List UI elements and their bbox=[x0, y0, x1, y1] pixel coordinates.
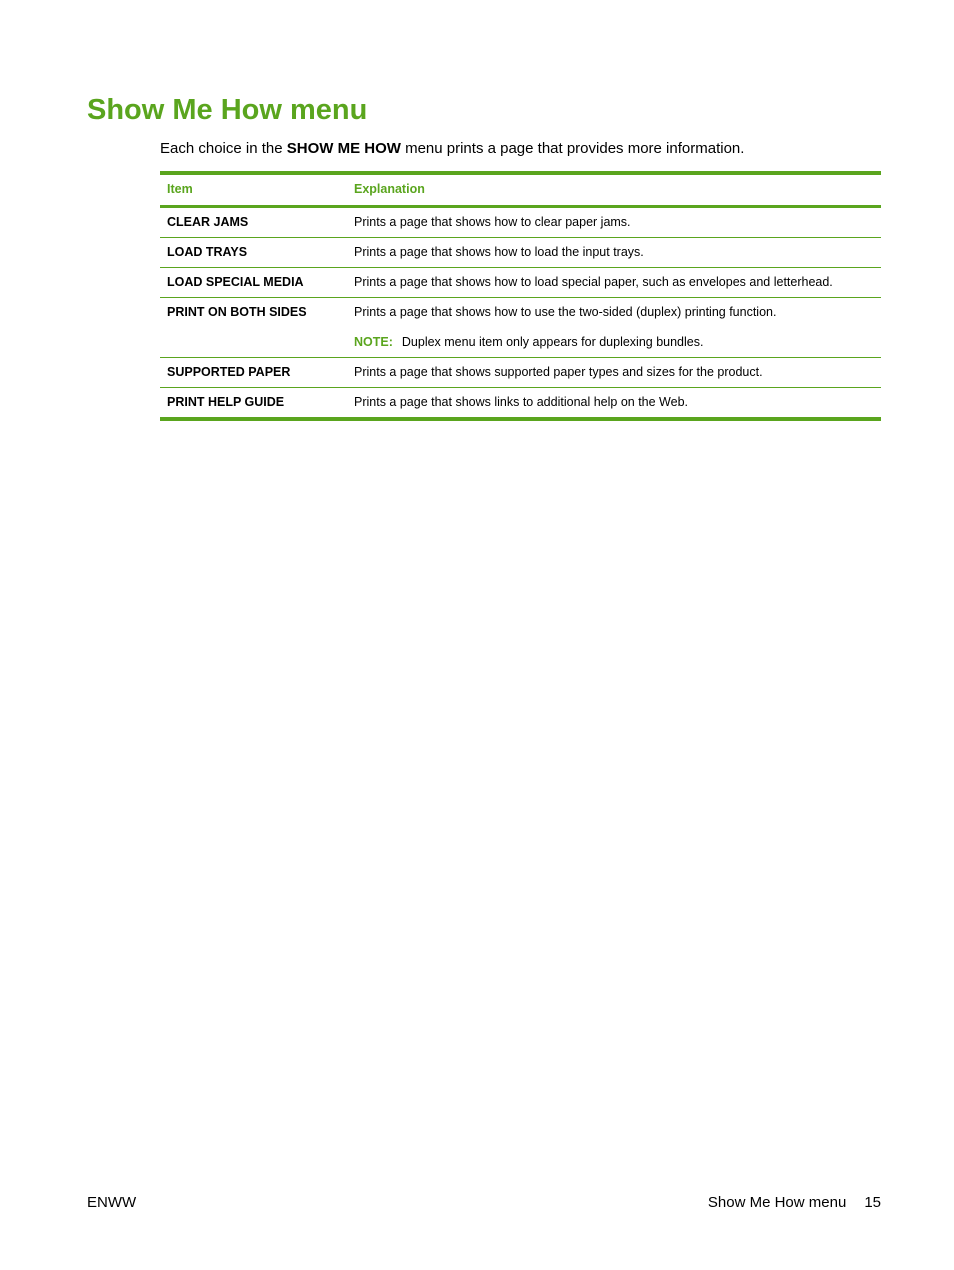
note bbox=[354, 335, 875, 350]
page-number: 15 bbox=[864, 1194, 881, 1211]
menu-item-explanation: Prints a page that shows how to load special paper, such as envelopes and letterhead. bbox=[354, 275, 833, 289]
note-text: Duplex menu item only appears for duplexing bundles. bbox=[401, 335, 704, 349]
column-header-item: Item bbox=[167, 182, 193, 196]
menu-item-explanation: Prints a page that shows links to additional help on the Web. bbox=[354, 395, 689, 409]
intro-paragraph bbox=[160, 139, 744, 159]
intro-text-after: menu prints a page that provides more information. bbox=[400, 140, 745, 157]
table-row bbox=[160, 268, 881, 298]
menu-item-name: LOAD SPECIAL MEDIA bbox=[167, 275, 304, 289]
menu-item-explanation: Prints a page that shows supported paper types and sizes for the product. bbox=[354, 365, 763, 379]
menu-item-name: SUPPORTED PAPER bbox=[167, 365, 291, 379]
menu-item-explanation: Prints a page that shows how to load the input trays. bbox=[354, 245, 644, 259]
column-header-explanation: Explanation bbox=[354, 182, 425, 196]
footer-section-title: Show Me How menu bbox=[707, 1194, 847, 1211]
menu-item-name: CLEAR JAMS bbox=[167, 215, 249, 229]
menu-item-name: LOAD TRAYS bbox=[167, 245, 248, 259]
footer-doc-code: ENWW bbox=[87, 1194, 137, 1211]
table-row bbox=[160, 298, 881, 358]
page-title: Show Me How menu bbox=[87, 94, 368, 126]
menu-item-explanation: Prints a page that shows how to clear paper jams. bbox=[354, 215, 631, 229]
table-row bbox=[160, 238, 881, 268]
menu-item-explanation-cell bbox=[347, 298, 881, 358]
table-row bbox=[160, 358, 881, 388]
table-header-row bbox=[160, 173, 881, 207]
table-row bbox=[160, 207, 881, 238]
menu-item-name: PRINT ON BOTH SIDES bbox=[167, 305, 307, 319]
menu-item-explanation: Prints a page that shows how to use the two-sided (duplex) printing function. bbox=[354, 305, 777, 319]
show-me-how-table bbox=[160, 171, 881, 421]
menu-item-name: PRINT HELP GUIDE bbox=[167, 395, 285, 409]
note-label: NOTE: bbox=[354, 335, 393, 349]
table-row bbox=[160, 388, 881, 420]
intro-menu-name: SHOW ME HOW bbox=[286, 140, 401, 157]
footer-section bbox=[708, 1193, 881, 1213]
intro-text-before: Each choice in the bbox=[160, 140, 287, 157]
